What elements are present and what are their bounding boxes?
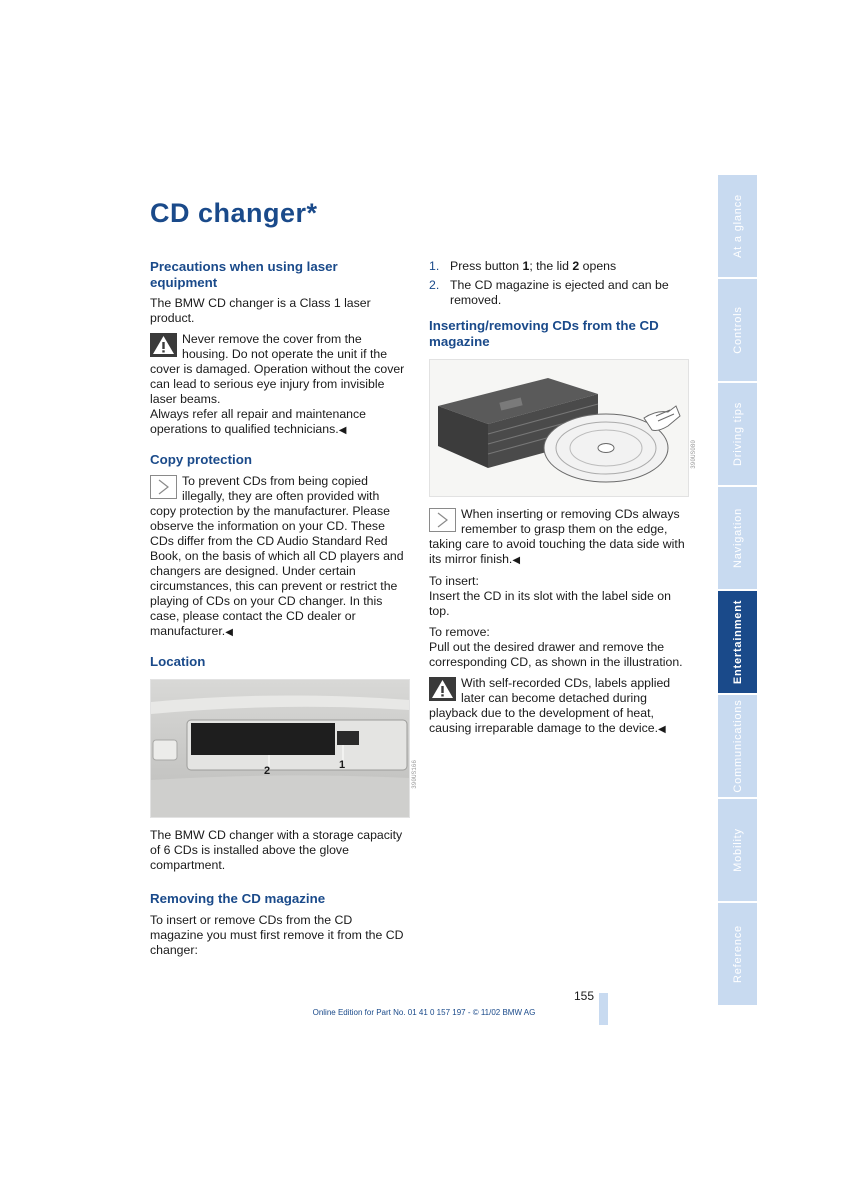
heading-inserting-removing: Inserting/removing CDs from the CD magazine	[429, 318, 659, 349]
laser-warning-text: Never remove the cover from the housing. Do not operate the unit if the cover is damaged. Operation without the cover can lead to serious eye injury from invisible laser beams.	[150, 332, 405, 406]
location-label-1: 1	[339, 759, 346, 771]
tab-mobility[interactable]: Mobility	[718, 799, 757, 901]
warning-triangle-icon	[150, 333, 177, 357]
to-remove-text: Pull out the desired drawer and remove the corresponding CD, as shown in the illustration.	[429, 640, 683, 669]
step-2: 2. The CD magazine is ejected and can be removed.	[429, 278, 669, 307]
removing-text: To insert or remove CDs from the CD magazine you must first remove it from the CD changer:	[150, 912, 404, 957]
chapter-tabs	[718, 175, 757, 1007]
end-triangle-icon: ◀	[225, 626, 233, 638]
location-label-2: 2	[264, 765, 271, 777]
heading-removing-magazine: Removing the CD magazine	[150, 891, 326, 906]
laser-warning-cont: Always refer all repair and maintenance operations to qualified technicians.	[150, 407, 366, 436]
location-text: The BMW CD changer with a storage capacity of 6 CDs is installed above the glove compartment.	[150, 828, 403, 872]
magazine-figure-code: 390US080	[690, 440, 697, 469]
to-insert-label: To insert:	[429, 574, 479, 588]
note-arrow-icon	[429, 508, 456, 532]
note-arrow-icon	[150, 475, 177, 499]
magazine-illustration	[429, 359, 697, 497]
page-number: 155	[573, 989, 594, 1003]
tab-controls[interactable]: Controls	[718, 279, 757, 381]
laser-warning-block	[150, 332, 408, 438]
step-1: 1. Press button 1; the lid 2 opens	[429, 259, 617, 273]
cd-handling-text: When inserting or removing CDs always remember to grasp them on the edge, taking care to avoid touching the data side with its mirror finish.	[429, 507, 685, 566]
page-title: CD changer*	[150, 198, 318, 228]
heading-precautions: Precautions when using laser equipment	[150, 259, 338, 290]
tab-at-a-glance[interactable]: At a glance	[718, 175, 757, 277]
right-column	[429, 259, 697, 737]
cd-handling-note	[429, 507, 687, 568]
tab-entertainment[interactable]: Entertainment	[718, 591, 757, 693]
tab-navigation[interactable]: Navigation	[718, 487, 757, 589]
copy-protection-note	[150, 474, 408, 640]
tab-reference[interactable]: Reference	[718, 903, 757, 1005]
copy-protection-text: To prevent CDs from being copied illegally, they are often provided with copy protection by the manufacturer. Please observe the information on your CD. These CDs differ from the CD Audio Standard Red Book, on the basis of which all CD players and changers are designed. Under certain circumstances, this can prevent or restrict the playing of CDs on your CD changer. In this case, please contact the CD dealer or manufacturer.	[150, 473, 404, 638]
precautions-intro: The BMW CD changer is a Class 1 laser product.	[150, 296, 371, 325]
location-figure-code: 390US166	[411, 760, 418, 789]
tab-driving-tips[interactable]: Driving tips	[718, 383, 757, 485]
location-illustration	[150, 679, 418, 818]
end-triangle-icon: ◀	[338, 425, 347, 436]
left-column	[150, 259, 418, 958]
tab-communications[interactable]: Communications	[718, 695, 757, 797]
removal-steps	[429, 259, 687, 308]
to-insert-text: Insert the CD in its slot with the label side on top.	[429, 589, 671, 618]
heading-copy-protection: Copy protection	[150, 452, 252, 467]
warning-triangle-icon	[429, 677, 456, 701]
self-recorded-warning	[429, 676, 687, 737]
heading-location: Location	[150, 653, 206, 669]
footer-edition-text: Online Edition for Part No. 01 41 0 157 197 - © 11/02 BMW AG	[312, 1008, 536, 1017]
end-triangle-icon: ◀	[512, 555, 521, 566]
self-recorded-text: With self-recorded CDs, labels applied later can become detached during playback due to the development of heat, causing irreparable damage to the device.	[429, 676, 671, 735]
to-remove-label: To remove:	[429, 625, 490, 639]
end-triangle-icon: ◀	[658, 724, 666, 735]
